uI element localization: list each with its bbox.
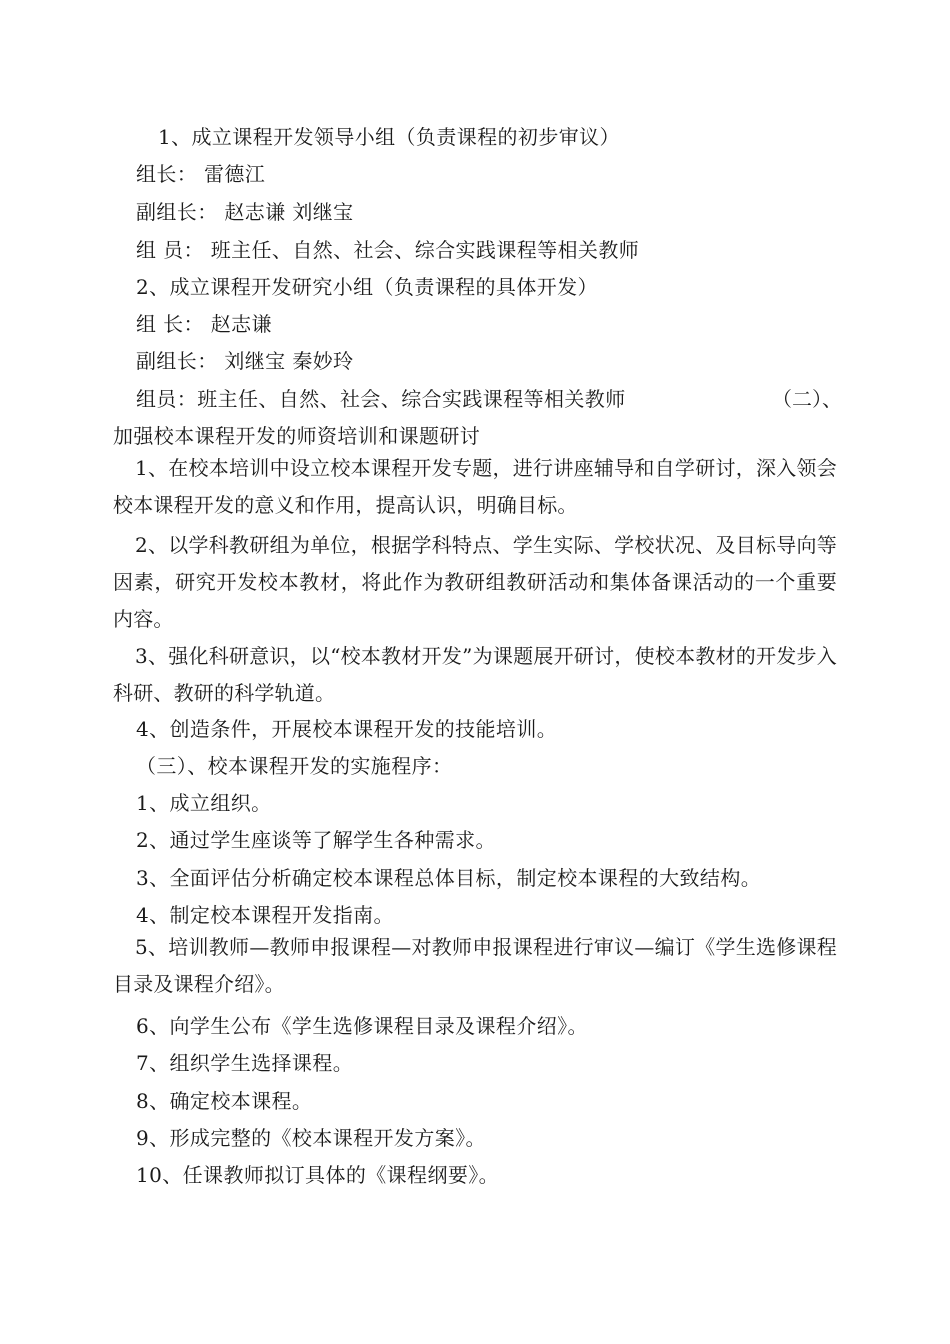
section-two-heading: （二）、: [772, 387, 842, 411]
paragraph-leadership-group: 1、成立课程开发领导小组（负责课程的初步审议）: [158, 125, 620, 149]
step-3: 3、全面评估分析确定校本课程总体目标，制定校本课程的大致结构。: [136, 866, 762, 890]
paragraph-research-members: 组员：班主任、自然、社会、综合实践课程等相关教师: [136, 387, 626, 411]
paragraph-training-topic: 1、在校本培训中设立校本课程开发专题，进行讲座辅导和自学研讨，深入领会校本课程开发的意义和作用，提高认识，明确目标。: [113, 456, 837, 517]
step-7: 7、组织学生选择课程。: [136, 1051, 354, 1075]
paragraph-skill-training: 4、创造条件，开展校本课程开发的技能培训。: [136, 717, 558, 741]
step-8: 8、确定校本课程。: [136, 1089, 313, 1113]
paragraph-subject-groups: 2、以学科教研组为单位，根据学科特点、学生实际、学校状况、及目标导向等因素，研究开发校本教材，将此作为教研组教研活动和集体备课活动的一个重要内容。: [113, 533, 837, 631]
step-10: 10、任课教师拟订具体的《课程纲要》。: [136, 1163, 500, 1187]
step-4: 4、制定校本课程开发指南。: [136, 903, 394, 927]
paragraph-research-leader: 组 长： 赵志谦: [136, 312, 272, 336]
paragraph-research-awareness: 3、强化科研意识，以“校本教材开发”为课题展开研讨，使校本教材的开发步入科研、教研的科学轨道。: [113, 644, 837, 705]
step-1: 1、成立组织。: [136, 791, 272, 815]
step-9: 9、形成完整的《校本课程开发方案》。: [136, 1126, 486, 1150]
section-two-title: 加强校本课程开发的师资培训和课题研讨: [113, 424, 481, 448]
paragraph-deputy-leaders: 副组长： 赵志谦 刘继宝: [136, 200, 354, 224]
paragraph-research-group: 2、成立课程开发研究小组（负责课程的具体开发）: [136, 275, 598, 299]
paragraph-members: 组 员： 班主任、自然、社会、综合实践课程等相关教师: [136, 238, 640, 262]
paragraph-research-deputies: 副组长： 刘继宝 秦妙玲: [136, 349, 354, 373]
step-5: 5、培训教师—教师申报课程—对教师申报课程进行审议—编订《学生选修课程目录及课程介绍》。: [113, 935, 837, 996]
step-2: 2、通过学生座谈等了解学生各种需求。: [136, 828, 496, 852]
step-6: 6、向学生公布《学生选修课程目录及课程介绍》。: [136, 1014, 588, 1038]
section-three-heading: （三）、校本课程开发的实施程序：: [136, 754, 453, 778]
paragraph-leader: 组长： 雷德江: [136, 162, 266, 186]
